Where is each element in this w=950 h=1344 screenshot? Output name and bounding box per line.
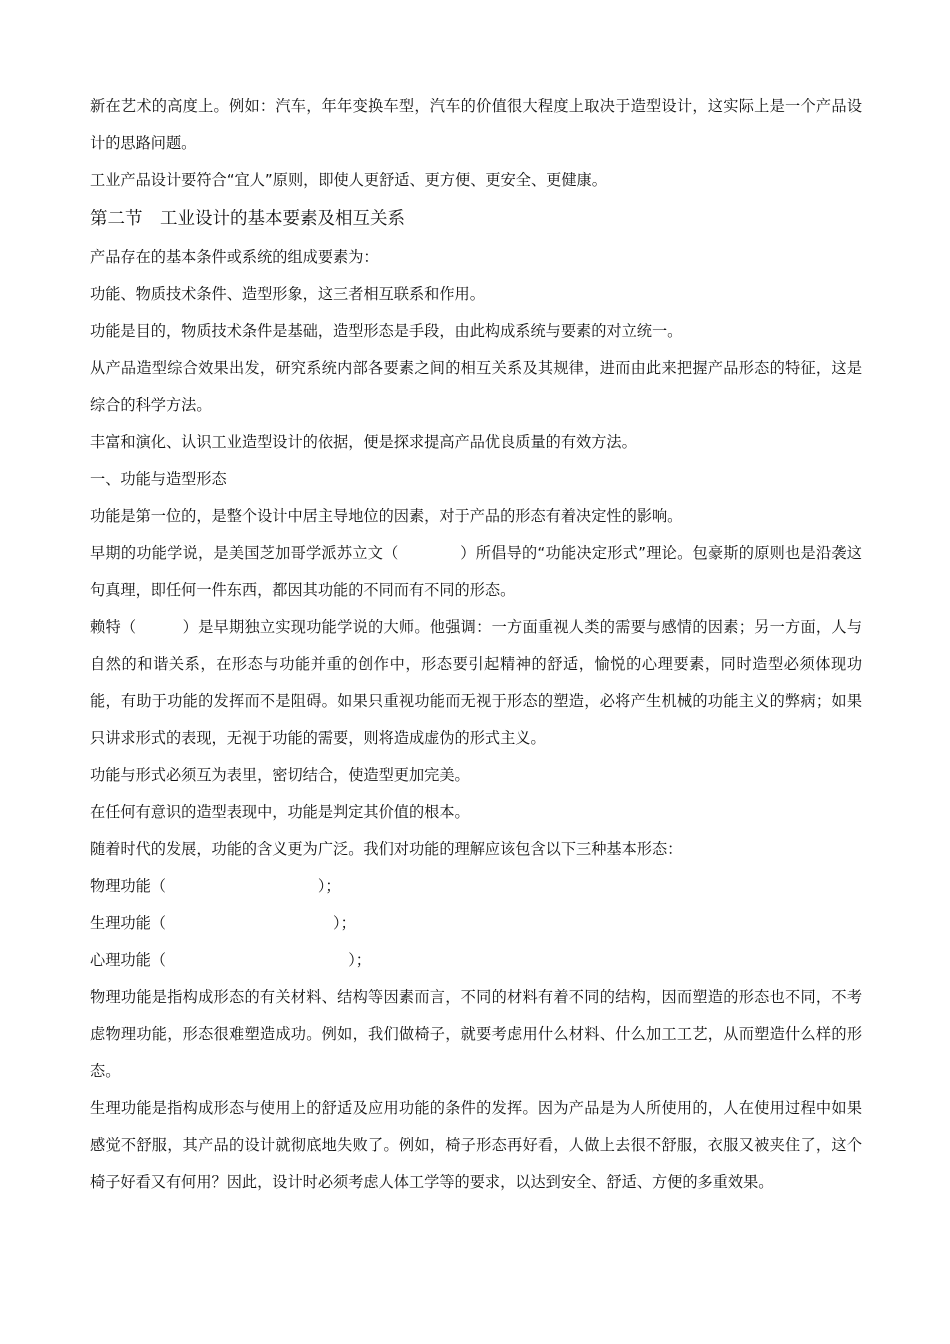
body-paragraph: 随着时代的发展，功能的含义更为广泛。我们对功能的理解应该包含以下三种基本形态： (90, 840, 683, 858)
body-paragraph: 在任何有意识的造型表现中，功能是判定其价值的根本。 (90, 803, 470, 821)
subsection-heading: 一、功能与造型形态 (90, 470, 227, 488)
body-paragraph: 工业产品设计要符合“宜人”原则，即使人更舒适、更方便、更安全、更健康。 (90, 171, 607, 189)
body-paragraph: 产品存在的基本条件或系统的组成要素为： (90, 248, 379, 266)
list-item: 物理功能（ ）； (90, 877, 341, 895)
body-paragraph: 功能是目的，物质技术条件是基础，造型形态是手段，由此构成系统与要素的对立统一。 (90, 322, 683, 340)
list-item: 心理功能（ ）； (90, 951, 371, 969)
body-paragraph: 物理功能是指构成形态的有关材料、结构等因素而言，不同的材料有着不同的结构，因而塑造的形态也不同，不考虑物理功能，形态很难塑造成功。例如，我们做椅子，就要考虑用什么材料、什么加工工艺，从而塑造什么样的形态。 (90, 988, 862, 1080)
body-paragraph: 生理功能是指构成形态与使用上的舒适及应用功能的条件的发挥。因为产品是为人所使用的，人在使用过程中如果感觉不舒服，其产品的设计就彻底地失败了。例如，椅子形态再好看，人做上去很不舒服，衣服又被夹住了，这个椅子好看又有何用？因此，设计时必须考虑人体工学等的要求，以达到安全、舒适、方便的多重效果。 (90, 1099, 862, 1191)
body-paragraph: 从产品造型综合效果出发，研究系统内部各要素之间的相互关系及其规律，进而由此来把握产品形态的特征，这是综合的科学方法。 (90, 359, 862, 414)
body-paragraph: 早期的功能学说，是美国芝加哥学派苏立文（ ）所倡导的“功能决定形式”理论。包豪斯的原则也是沿袭这句真理，即任何一件东西，都因其功能的不同而有不同的形态。 (90, 544, 862, 599)
body-paragraph: 功能、物质技术条件、造型形象，这三者相互联系和作用。 (90, 285, 485, 303)
document-page (90, 88, 862, 1201)
list-item: 生理功能（ ）； (90, 914, 356, 932)
body-paragraph: 赖特（ ）是早期独立实现功能学说的大师。他强调：一方面重视人类的需要与感情的因素；另一方面，人与自然的和谐关系，在形态与功能并重的创作中，形态要引起精神的舒适，愉悦的心理要素，同时造型必须体现功能，有助于功能的发挥而不是阻碍。如果只重视功能而无视于形态的塑造，必将产生机械的功能主义的弊病；如果只讲求形式的表现，无视于功能的需要，则将造成虚伪的形式主义。 (90, 618, 862, 747)
section-heading: 第二节 工业设计的基本要素及相互关系 (90, 209, 405, 229)
body-paragraph: 新在艺术的高度上。例如：汽车，年年变换车型，汽车的价值很大程度上取决于造型设计，这实际上是一个产品设计的思路问题。 (90, 97, 862, 152)
body-paragraph: 丰富和演化、认识工业造型设计的依据，便是探求提高产品优良质量的有效方法。 (90, 433, 637, 451)
body-paragraph: 功能是第一位的，是整个设计中居主导地位的因素，对于产品的形态有着决定性的影响。 (90, 507, 683, 525)
body-paragraph: 功能与形式必须互为表里，密切结合，使造型更加完美。 (90, 766, 470, 784)
